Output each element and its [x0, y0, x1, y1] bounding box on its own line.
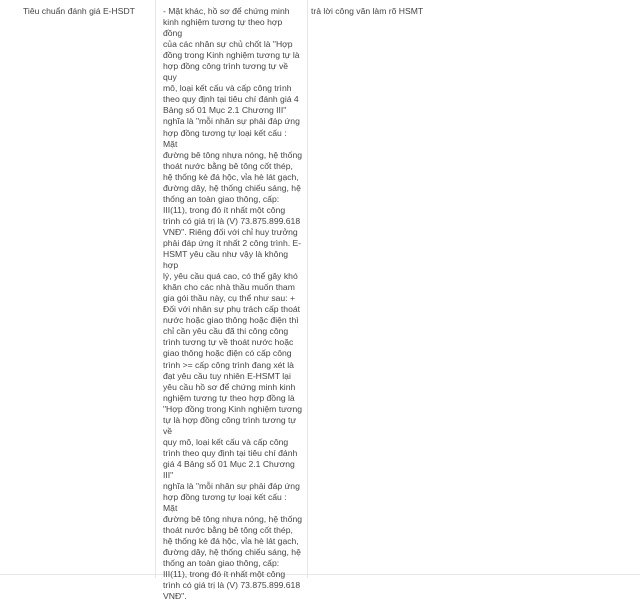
- content-line: đường bê tông nhựa nóng, hệ thống: [163, 514, 302, 525]
- content-line: nghĩa là "mỗi nhân sự phải đáp ứng: [163, 116, 300, 127]
- content-line: giá 4 Bảng số 01 Mục 2.1 Chương III": [163, 458, 295, 480]
- content-line: đường bê tông nhựa nóng, hệ thống: [163, 149, 302, 160]
- content-line: VNĐ".: [163, 591, 187, 602]
- content-line: hệ thống kè đá hộc, vỉa hè lát gạch,: [163, 536, 299, 547]
- content-line: thống an toàn giao thông, cấp:: [163, 558, 280, 569]
- content-line: yêu cầu hồ sơ để chứng minh kinh: [163, 381, 296, 392]
- content-line: gia gói thầu này, cụ thể như sau: +: [163, 293, 295, 304]
- content-line: hợp đồng tương tự loại kết cấu : Mặt: [163, 127, 287, 149]
- content-line: phải đáp ứng ít nhất 2 công trình. E-: [163, 237, 302, 248]
- content-line: theo quy định tại tiêu chí đánh giá 4: [163, 94, 299, 105]
- content-line: hệ thống kè đá hộc, vỉa hè lát gạch,: [163, 171, 299, 182]
- content-line: giao thông hoặc điện có cấp công: [163, 348, 292, 359]
- content-cell: [163, 6, 303, 603]
- response-cell: trả lời công văn làm rõ HSMT: [311, 6, 424, 16]
- content-line: Bảng số 01 Mục 2.1 Chương III": [163, 105, 287, 116]
- content-line: thoát nước bằng bê tông cốt thép,: [163, 525, 293, 536]
- content-line: kinh nghiệm tương tự theo hợp đồng: [163, 17, 283, 39]
- content-line: trình >= cấp công trình đang xét là: [163, 359, 294, 370]
- content-line: mô, loại kết cấu và cấp công trình: [163, 83, 292, 94]
- content-line: trình có giá trị là (V) 73.875.899.618: [163, 580, 301, 591]
- content-line: lý, yêu cầu quá cao, có thể gây khó: [163, 271, 298, 282]
- column-divider: [307, 0, 308, 578]
- content-line: hợp đồng tương tự loại kết cấu : Mặt: [163, 492, 287, 514]
- content-line: trình tương tự về thoát nước hoặc: [163, 337, 294, 348]
- criteria-cell: Tiêu chuẩn đánh giá E-HSDT: [23, 6, 135, 16]
- content-line: tự là hợp đồng công trình tương tự về: [163, 414, 297, 436]
- content-line: Đối với nhân sự phụ trách cấp thoát: [163, 304, 301, 315]
- content-line: III(11), trong đó ít nhất một công: [163, 569, 286, 580]
- content-line: - Mặt khác, hồ sơ để chứng minh: [163, 6, 290, 16]
- content-line: trình theo quy định tại tiêu chí đánh: [163, 447, 298, 458]
- content-line: nghiệm tương tự theo hợp đồng là: [163, 392, 295, 403]
- content-line: VNĐ". Riêng đối với chỉ huy trưởng: [163, 226, 298, 237]
- column-divider: [155, 0, 156, 578]
- content-line: khăn cho các nhà thầu muốn tham: [163, 282, 295, 293]
- content-line: của các nhân sự chủ chốt là "Hợp: [163, 39, 293, 50]
- content-line: thống an toàn giao thông, cấp:: [163, 193, 280, 204]
- content-line: trình có giá trị là (V) 73.875.899.618: [163, 215, 301, 226]
- content-line: nước hoặc giao thông hoặc điện thì: [163, 315, 299, 326]
- content-line: đồng trong Kinh nghiệm tương tự là: [163, 50, 300, 61]
- content-line: III(11), trong đó ít nhất một công: [163, 204, 286, 215]
- content-line: "Hợp đồng trong Kinh nghiệm tương: [163, 403, 303, 414]
- content-line: HSMT yêu cầu như vậy là không hợp: [163, 249, 289, 271]
- content-line: nghĩa là "mỗi nhân sự phải đáp ứng: [163, 481, 300, 492]
- content-line: hợp đồng công trình tương tự về quy: [163, 61, 289, 83]
- content-line: đường dây, hệ thống chiếu sáng, hệ: [163, 547, 301, 558]
- row-divider: [0, 574, 640, 575]
- content-line: chỉ cần yêu cầu đã thi công công: [163, 326, 289, 337]
- content-line: đạt yêu cầu tuy nhiên E-HSMT lại: [163, 370, 291, 381]
- content-line: thoát nước bằng bê tông cốt thép,: [163, 160, 293, 171]
- content-line: đường dây, hệ thống chiếu sáng, hệ: [163, 182, 301, 193]
- content-line: quy mô, loại kết cấu và cấp công: [163, 436, 289, 447]
